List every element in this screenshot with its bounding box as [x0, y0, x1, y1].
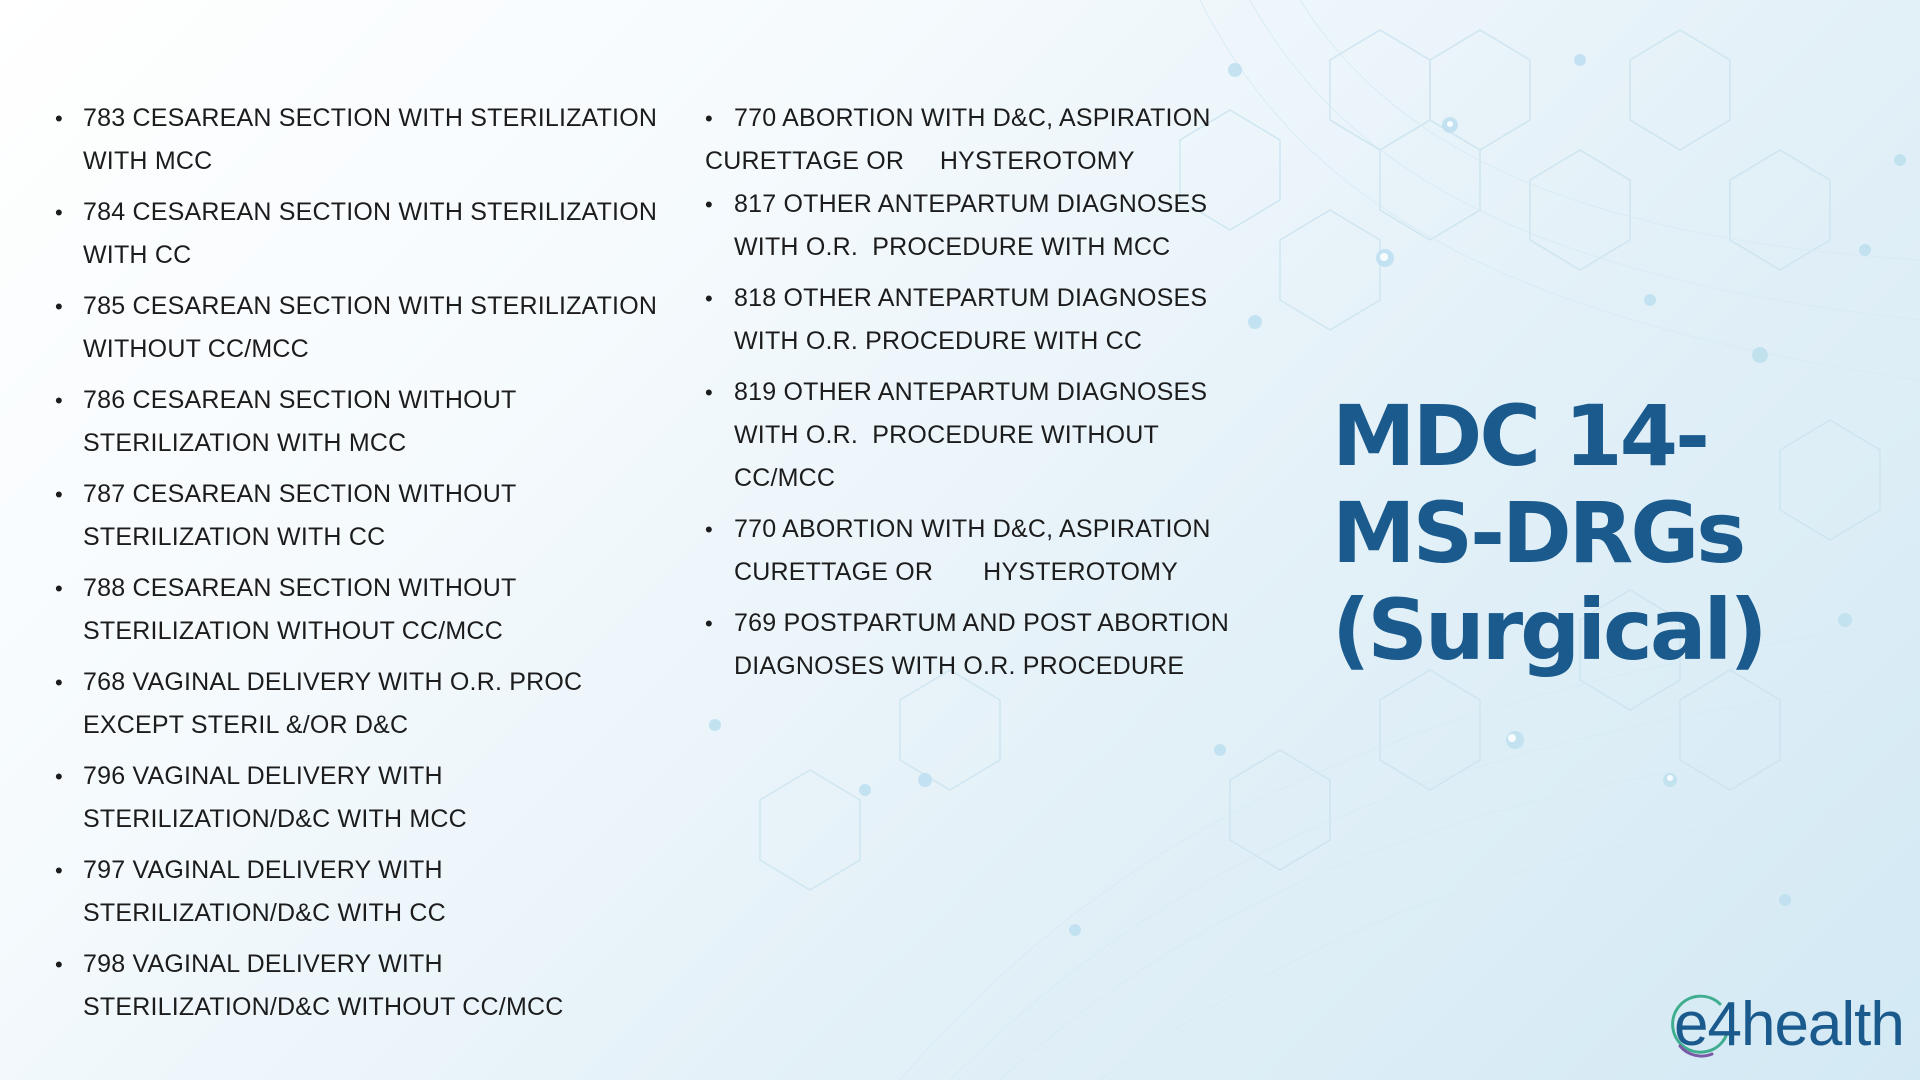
list-item-text: 784 CESAREAN SECTION WITH STERILIZATION WITH CC: [83, 198, 665, 269]
list-item: [55, 755, 685, 841]
bullet-icon: •: [705, 286, 713, 311]
list-item-text: 796 VAGINAL DELIVERY WITH STERILIZATION/D&C WITH MCC: [83, 762, 467, 833]
e4health-logo: [1668, 990, 1904, 1060]
list-item-text: 797 VAGINAL DELIVERY WITH STERILIZATION/D&C WITH CC: [83, 856, 450, 927]
list-item-text: 788 CESAREAN SECTION WITHOUT STERILIZATION WITHOUT CC/MCC: [83, 574, 524, 645]
bullet-icon: •: [55, 200, 63, 225]
bullet-icon: •: [55, 388, 63, 413]
list-item-text: 770 ABORTION WITH D&C, ASPIRATION CURETTAGE OR HYSTEROTOMY: [734, 515, 1218, 586]
list-item: [55, 285, 685, 371]
list-item: [55, 849, 685, 935]
bullet-icon: •: [55, 294, 63, 319]
list-item: [705, 277, 1265, 363]
bullet-icon: •: [55, 858, 63, 883]
list-item-text: 770 ABORTION WITH D&C, ASPIRATION CURETTAGE OR HYSTEROTOMY: [705, 104, 1218, 175]
bullet-icon: •: [55, 670, 63, 695]
title-line-1: MDC 14-: [1332, 387, 1707, 485]
list-item-text: 783 CESAREAN SECTION WITH STERILIZATION WITH MCC: [83, 104, 665, 175]
list-item-text: 768 VAGINAL DELIVERY WITH O.R. PROC EXCEPT STERIL &/OR D&C: [83, 668, 590, 739]
list-item: [55, 943, 685, 1029]
list-item: [705, 183, 1265, 269]
list-item-text: 798 VAGINAL DELIVERY WITH STERILIZATION/D&C WITHOUT CC/MCC: [83, 950, 564, 1021]
list-item: [55, 97, 685, 183]
list-item: [55, 473, 685, 559]
list-item-text: 819 OTHER ANTEPARTUM DIAGNOSES WITH O.R. PROCEDURE WITHOUT CC/MCC: [734, 378, 1215, 492]
list-item-text: 769 POSTPARTUM AND POST ABORTION DIAGNOSES WITH O.R. PROCEDURE: [734, 609, 1237, 680]
list-item: [55, 661, 685, 747]
bullet-icon: •: [705, 380, 713, 405]
bullet-icon: •: [55, 482, 63, 507]
list-item-text: 818 OTHER ANTEPARTUM DIAGNOSES WITH O.R. PROCEDURE WITH CC: [734, 284, 1215, 355]
bullet-icon: •: [705, 192, 713, 217]
list-item-text: 817 OTHER ANTEPARTUM DIAGNOSES WITH O.R. PROCEDURE WITH MCC: [734, 190, 1215, 261]
left-drg-list: [55, 97, 685, 1037]
list-item: [705, 602, 1265, 688]
right-drg-list: [705, 97, 1265, 696]
bullet-icon: •: [55, 764, 63, 789]
slide-title: [1332, 388, 1765, 679]
bullet-icon: •: [55, 576, 63, 601]
bullet-icon: •: [55, 952, 63, 977]
title-line-2: MS-DRGs: [1332, 484, 1744, 582]
logo-text: e4health: [1674, 990, 1904, 1059]
bullet-icon: •: [705, 106, 713, 131]
list-item: [705, 508, 1265, 594]
list-item-text: 786 CESAREAN SECTION WITHOUT STERILIZATION WITH MCC: [83, 386, 524, 457]
title-line-3: (Surgical): [1332, 581, 1765, 679]
list-item-text: 787 CESAREAN SECTION WITHOUT STERILIZATION WITH CC: [83, 480, 524, 551]
list-item: [705, 371, 1265, 500]
bullet-icon: •: [705, 611, 713, 636]
list-item-text: 785 CESAREAN SECTION WITH STERILIZATION WITHOUT CC/MCC: [83, 292, 665, 363]
bullet-icon: •: [55, 106, 63, 131]
list-item: [55, 567, 685, 653]
bullet-icon: •: [705, 517, 713, 542]
list-item: [705, 97, 1265, 183]
list-item: [55, 379, 685, 465]
list-item: [55, 191, 685, 277]
